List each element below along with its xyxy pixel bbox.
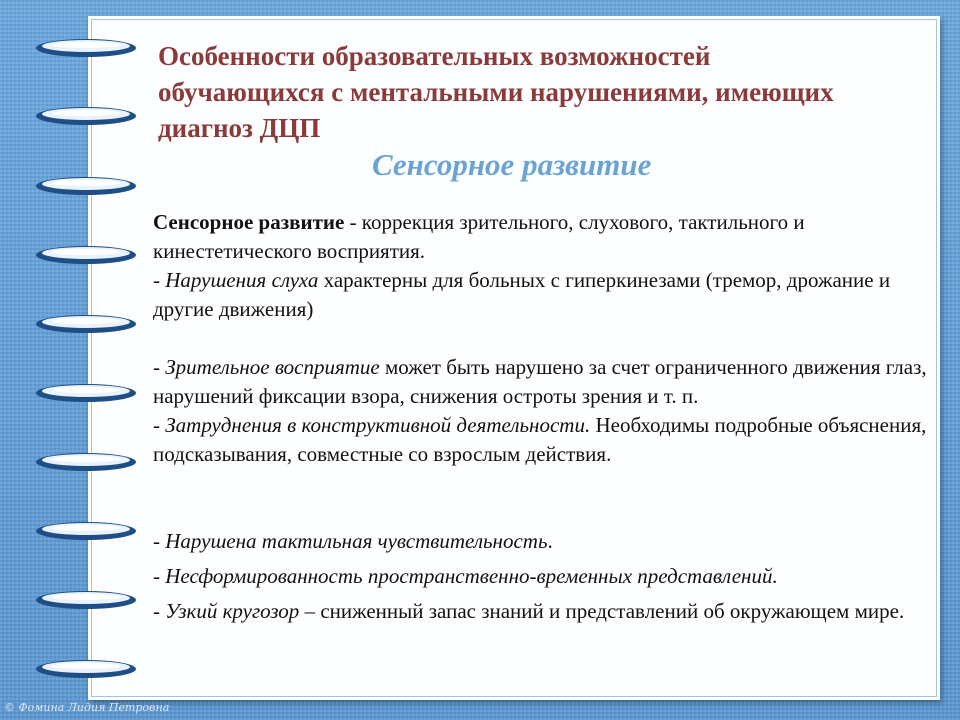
binder-ring-icon: [34, 313, 138, 335]
author-credit: © Фомина Лидия Петровна: [4, 701, 170, 714]
binder-ring-icon: [34, 37, 138, 59]
slide-title: Особенности образовательных возможностей обучающихся с ментальными нарушениями, имеющих диагноз ДЦП: [158, 41, 834, 143]
paragraph-tactile: - Нарушена тактильная чувствительность.: [153, 529, 553, 553]
binder-ring-icon: [34, 382, 138, 404]
paragraph-spatial-temporal: - Несформированность пространственно-временных представлений.: [153, 564, 778, 588]
binder-ring-icon: [34, 451, 138, 473]
paragraph-outlook: - Узкий кругозор – сниженный запас знаний и представлений об окружающем мире.: [153, 599, 905, 623]
paragraph-hearing: - Нарушения слуха характерны для больных с гиперкинезами (тремор, дрожание и другие движения): [153, 268, 891, 321]
binder-ring-icon: [34, 589, 138, 611]
slide-subtitle: Сенсорное развитие: [372, 147, 652, 182]
paragraph-visual-perception: - Зрительное восприятие может быть нарушено за счет ограниченного движения глаз, нарушений фиксации взора, снижения остроты зрения и т. п.: [153, 355, 927, 408]
binder-ring-icon: [34, 175, 138, 197]
paragraph-sensory-definition: Сенсорное развитие - коррекция зрительного, слухового, тактильного и кинестетического восприятия.: [153, 210, 805, 263]
paragraph-constructive-activity: - Затруднения в конструктивной деятельности. Необходимы подробные объяснения, подсказывания, совместные со взрослым действия.: [153, 413, 927, 466]
slide-body: [153, 208, 943, 626]
binder-ring-icon: [34, 105, 138, 127]
binder-ring-icon: [34, 244, 138, 266]
binder-ring-icon: [34, 520, 138, 542]
binder-ring-icon: [34, 658, 138, 680]
